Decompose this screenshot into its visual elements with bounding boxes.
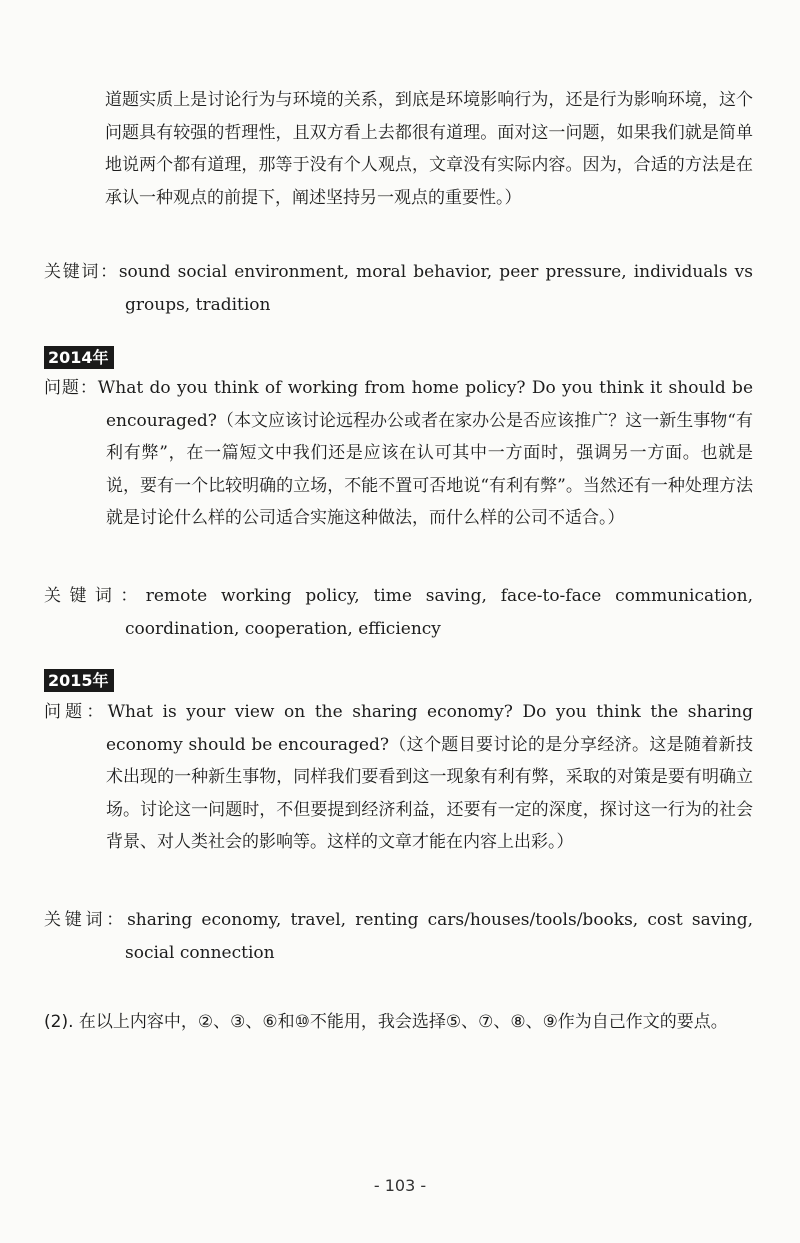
question-2014-text: What do you think of working from home policy? Do you think it should be encouraged?（本文应该讨论远程办公或者在家办公是否应该推广？这一新生事物“有利有弊”，在一篇短文中我们还是应该在认可其中一方面时，强调另一方面。也就是说，要有一个比较明确的立场，不能不置可否地说“有利有弊”。当然还有一种处理方法就是讨论什么样的公司适合实施这种做法，而什么样的公司不适合。） [97, 378, 753, 528]
keywords-2013 [44, 256, 753, 321]
keywords-label: 关键词： [44, 262, 119, 282]
keywords-2015-text: sharing economy, travel, renting cars/houses/tools/books, cost saving, social connection [125, 910, 753, 963]
question-2015-text: What is your view on the sharing economy? Do you think the sharing economy should be encouraged?（这个题目要讨论的是分享经济。这是随着新技术出现的一种新生事物，同样我们要看到这一现象有利有弊，采取的对策是要有明确立场。讨论这一问题时，不但要提到经济利益，还要有一定的深度，探讨这一行为的社会背景、对人类社会的影响等。这样的文章才能在内容上出彩。） [106, 702, 753, 852]
keywords-label: 关键词： [44, 586, 146, 606]
keywords-2014-text: remote working policy, time saving, face-to-face communication, coordination, cooperation, efficiency [125, 586, 754, 639]
question-label: 问题： [44, 702, 108, 722]
intro-paragraph: 道题实质上是讨论行为与环境的关系，到底是环境影响行为，还是行为影响环境，这个问题具有较强的哲理性，且双方看上去都很有道理。面对这一问题，如果我们就是简单地说两个都有道理，那等于没有个人观点，文章没有实际内容。因为，合适的方法是在承认一种观点的前提下，阐述坚持另一观点的重要性。） [105, 90, 753, 208]
page-number: - 103 - [373, 1176, 427, 1195]
keywords-label: 关键词： [44, 910, 128, 930]
question-label: 问题： [44, 378, 98, 398]
point-2-paragraph: (2). 在以上内容中，②、③、⑥和⑩不能用，我会选择⑤、⑦、⑧、⑨作为自己作文的要点。 [44, 1012, 728, 1032]
question-2015 [44, 696, 753, 859]
keywords-2015 [44, 904, 753, 969]
year-badge-2014: 2014年 [44, 346, 114, 369]
keywords-2013-text: sound social environment, moral behavior, peer pressure, individuals vs groups, tradition [118, 262, 754, 315]
year-badge-2015: 2015年 [44, 669, 114, 692]
question-2014 [44, 372, 753, 535]
keywords-2014 [44, 580, 753, 645]
